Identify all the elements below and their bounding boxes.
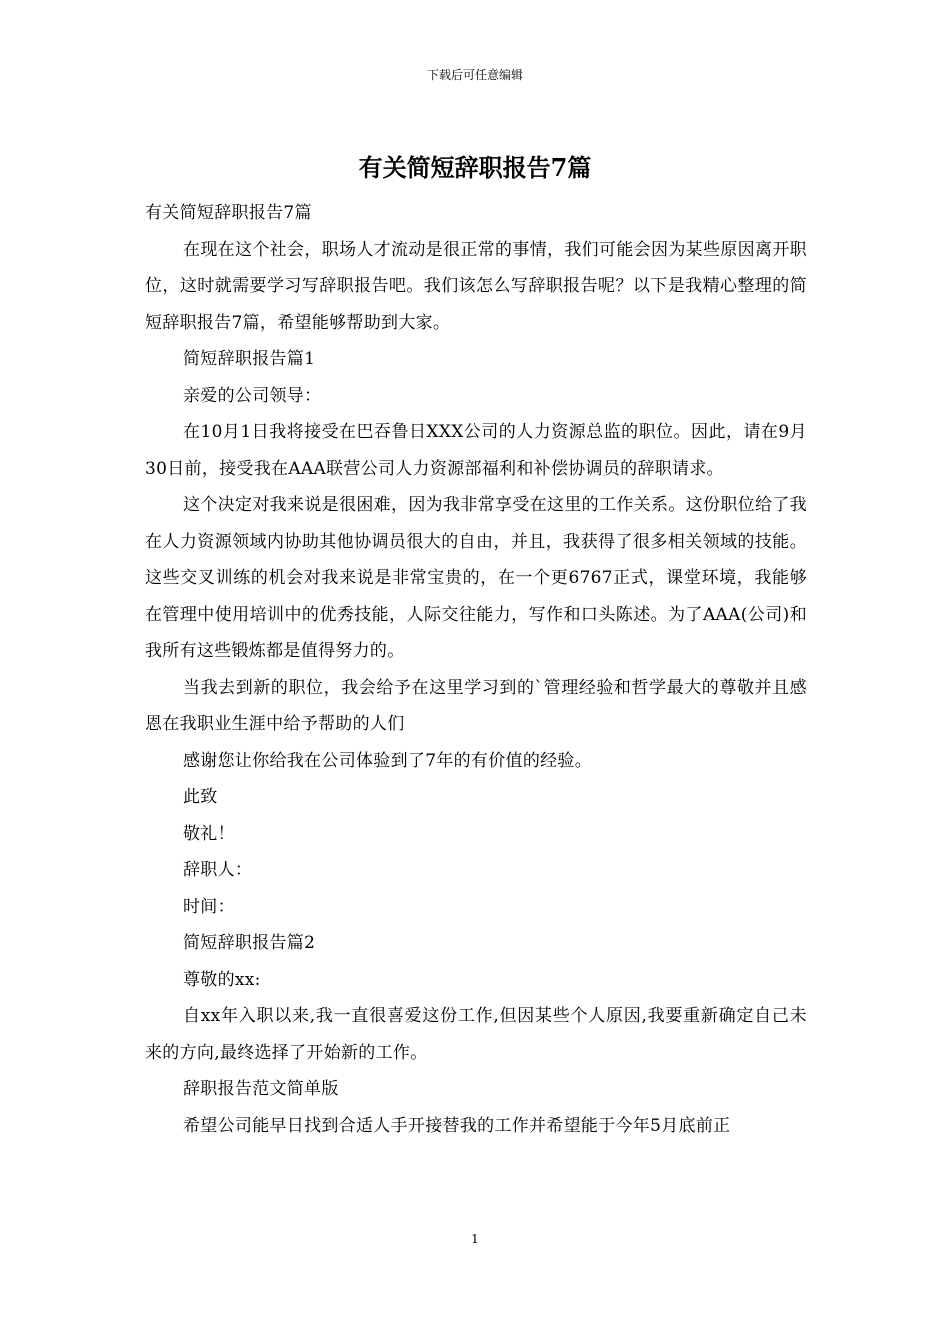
header-note: 下载后可任意编辑 bbox=[426, 68, 523, 82]
paragraph: 时间： bbox=[183, 896, 235, 917]
paragraph: 辞职报告范文简单版 bbox=[183, 1079, 339, 1099]
document-title: 有关简短辞职报告7篇 bbox=[358, 153, 592, 182]
paragraph: 在10月1日我将接受在巴吞鲁日XXX公司的人力资源总监的职位。因此，请在9月30日前，接受我在AAA联营公司人力资源部福利和补偿协调员的辞职请求。 bbox=[145, 422, 807, 479]
section-heading: 简短辞职报告篇1 bbox=[183, 349, 316, 369]
paragraph: 敬礼！ bbox=[183, 823, 235, 844]
paragraph: 亲爱的公司领导： bbox=[183, 385, 322, 406]
section-heading: 简短辞职报告篇2 bbox=[183, 933, 316, 953]
paragraph: 有关简短辞职报告7篇 bbox=[145, 203, 312, 223]
paragraph: 辞职人： bbox=[183, 860, 253, 880]
page-number: 1 bbox=[471, 1232, 479, 1246]
paragraph: 希望公司能早日找到合适人手开接替我的工作并希望能于今年5月底前正 bbox=[183, 1115, 731, 1136]
paragraph: 在现在这个社会，职场人才流动是很正常的事情，我们可能会因为某些原因离开职位，这时就需要学习写辞职报告吧。我们该怎么写辞职报告呢？以下是我精心整理的简短辞职报告7篇，希望能够帮助到大家。 bbox=[145, 239, 807, 333]
paragraph: 自xx年入职以来,我一直很喜爱这份工作,但因某些个人原因,我要重新确定自己未来的方向,最终选择了开始新的工作。 bbox=[145, 1006, 807, 1063]
document-body bbox=[145, 195, 807, 1144]
paragraph: 当我去到新的职位，我会给予在这里学习到的`管理经验和哲学最大的尊敬并且感恩在我职业生涯中给予帮助的人们 bbox=[145, 677, 807, 734]
paragraph: 感谢您让你给我在公司体验到了7年的有价值的经验。 bbox=[183, 750, 593, 771]
paragraph: 这个决定对我来说是很困难，因为我非常享受在这里的工作关系。这份职位给了我在人力资源领域内协助其他协调员很大的自由，并且，我获得了很多相关领域的技能。这些交叉训练的机会对我来说是非常宝贵的，在一个更6767正式，课堂环境，我能够在管理中使用培训中的优秀技能，人际交往能力，写作和口头陈述。为了AAA(公司)和我所有这些锻炼都是值得努力的。 bbox=[145, 495, 807, 661]
paragraph: 尊敬的xx: bbox=[183, 969, 261, 990]
paragraph: 此致 bbox=[183, 787, 218, 807]
